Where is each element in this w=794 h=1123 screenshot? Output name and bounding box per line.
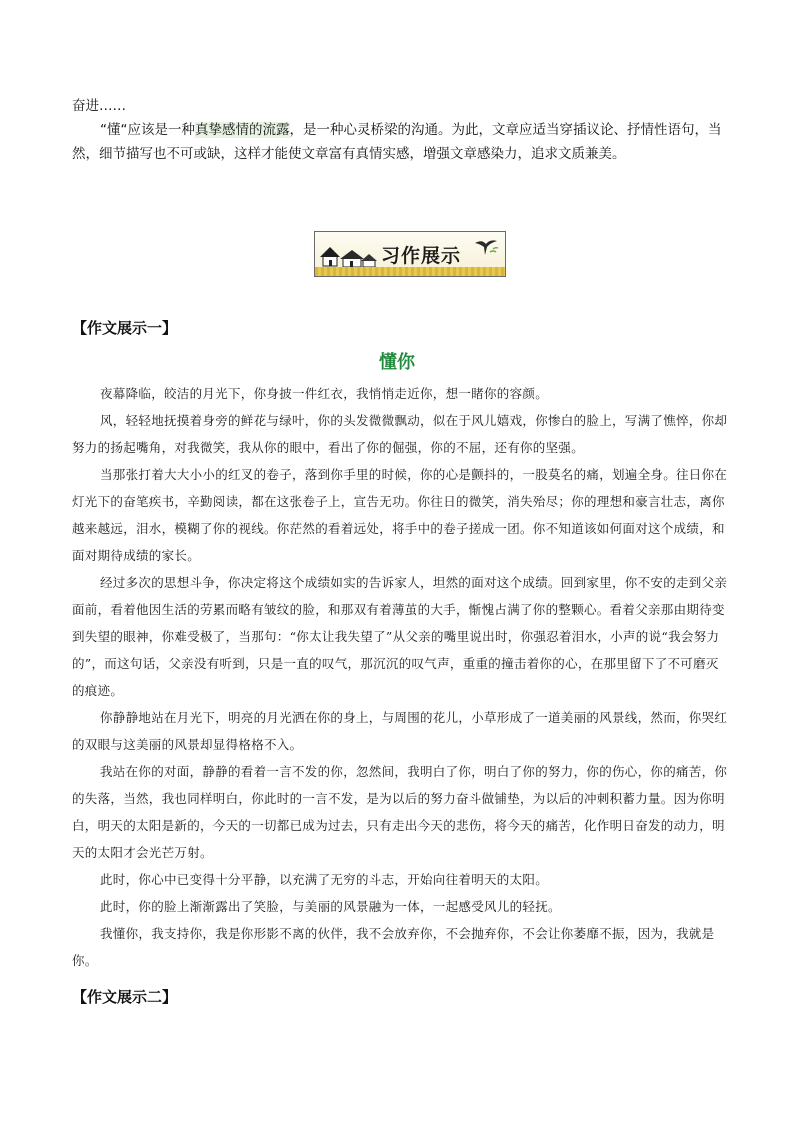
essay-body (72, 380, 730, 974)
essay-paragraph: 当那张打着大大小小的红叉的卷子，落到你手里的时候，你的心是颤抖的，一股莫名的痛，划遍全身。往日你在灯光下的奋笔疾书，辛勤阅读，都在这张卷子上，宣告无功。你往日的微笑，消失殆尽；你的理想和豪言壮志，离你越来越远，泪水，模糊了你的视线。你茫然的看着远处，将手中的卷子搓成一团。你不知道该如何面对这个成绩，和面对期待成绩的家长。 (72, 467, 728, 563)
banner-grass (315, 267, 505, 276)
essay-paragraph: 此时，你的脸上渐渐露出了笑脸，与美丽的风景融为一体，一起感受风儿的轻抚。 (100, 899, 561, 914)
essay-paragraph: 夜幕降临，皎洁的月光下，你身披一件红衣，我悄悄走近你，想一睹你的容颜。 (100, 386, 549, 401)
essay-paragraph: 此时，你心中已变得十分平静，以充满了无穷的斗志，开始向往着明天的太阳。 (100, 872, 549, 887)
intro-continuation (72, 94, 727, 118)
banner-title: 习作展示 (381, 245, 462, 267)
intro-text-b: ，是一种心灵桥梁的沟通。为此，文章应适当穿插议论、抒情性语句，当然，细节描写也不可或缺，这样才能使文章富有真情实感，增强文章感染力，追求文质兼美。 (72, 122, 722, 162)
intro-text-a: “懂“应该是一种 (100, 122, 195, 138)
essay-paragraph: 你静静地站在月光下，明亮的月光洒在你的身上，与周围的花儿，小草形成了一道美丽的风景线，然而，你哭红的双眼与这美丽的风景却显得格格不入。 (72, 710, 728, 752)
intro-line: 奋进…… (72, 98, 126, 114)
section-label-two: 【作文展示二】 (72, 988, 178, 1006)
essay-paragraph: 我站在你的对面，静静的看着一言不发的你，忽然间，我明白了你，明白了你的努力，你的伤心，你的痛苦，你的失落，当然，我也同样明白，你此时的一言不发，是为以后的努力奋斗做铺垫，为以后的冲刺积蓄力量。因为你明白，明天的太阳是新的，今天的一切都已成为过去，只有走出今天的悲伤，将今天的痛苦，化作明日奋发的动力，明天的太阳才会光芒万射。 (72, 764, 728, 860)
section-label-one: 【作文展示一】 (72, 319, 178, 337)
essay-paragraph: 风，轻轻地抚摸着身旁的鲜花与绿叶，你的头发微微飘动，似在于风儿嬉戏，你惨白的脸上，写满了憔悴，你却努力的扬起嘴角，对我微笑，我从你的眼中，看出了你的倔强，你的不屈，还有你的坚强。 (72, 413, 728, 455)
essay-title: 懂你 (379, 352, 415, 373)
intro-paragraph (72, 118, 727, 166)
essay-paragraph: 我懂你，我支持你，我是你形影不离的伙伴，我不会放弃你，不会抛弃你，不会让你萎靡不振，因为，我就是你。 (72, 926, 715, 968)
swallow-icon (473, 235, 499, 257)
highlighted-phrase: 真挚感情的流露 (195, 122, 290, 138)
essay-paragraph: 经过多次的思想斗争，你决定将这个成绩如实的告诉家人，坦然的面对这个成绩。回到家里，你不安的走到父亲面前，看着他因生活的劳累而略有皱纹的脸，和那双有着薄茧的大手，惭愧占满了你的整颗心。看着父亲那由期待变到失望的眼神，你难受极了，当那句：“你太让我失望了”从父亲的嘴里说出时，你强忍着泪水，小声的说“我会努力的”，而这句话，父亲没有听到，只是一直的叹气，那沉沉的叹气声，重重的撞击着你的心，在那里留下了不可磨灭的痕迹。 (72, 575, 728, 698)
section-banner (314, 231, 506, 277)
